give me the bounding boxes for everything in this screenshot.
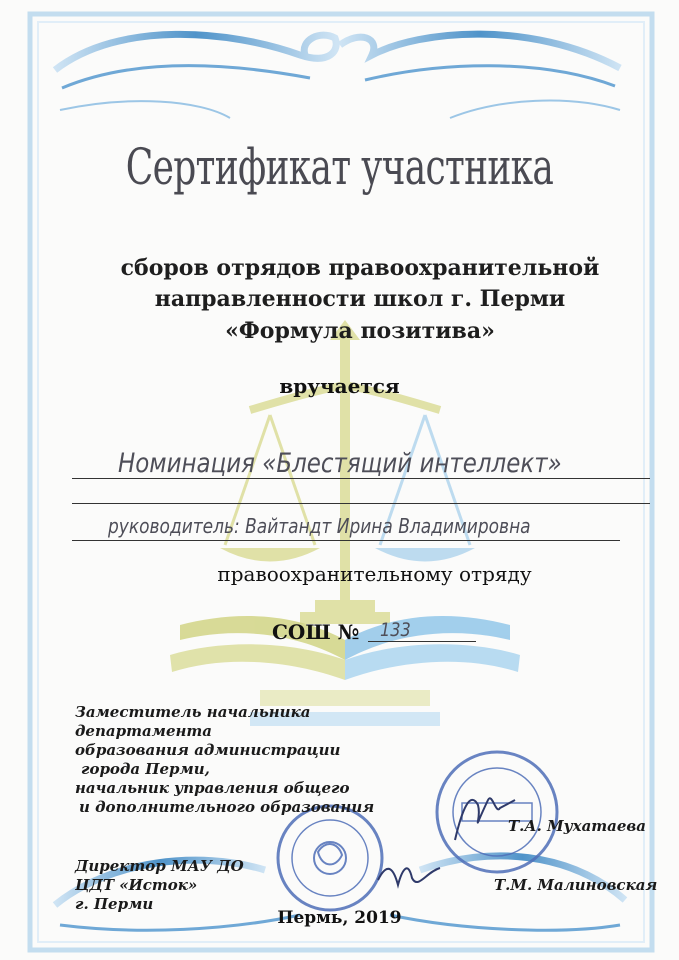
subtitle-line-2: направленности школ г. Перми [154, 286, 566, 312]
deputy-line-3: образования администрации [75, 741, 341, 759]
director-line-1: Директор МАУ ДО [75, 857, 244, 875]
top-ornament [55, 34, 620, 118]
blank-underline [72, 503, 650, 504]
school-number-underline [368, 641, 476, 642]
school-label: СОШ № [272, 620, 360, 644]
school-number-handwritten: 133 [380, 619, 411, 641]
deputy-line-1: Заместитель начальника [75, 703, 311, 721]
stamp-round-school [278, 806, 382, 910]
deputy-line-2: департамента [75, 722, 213, 740]
nomination-underline [72, 478, 650, 479]
subtitle-line-3: «Формула позитива» [225, 318, 495, 344]
director-line-3: г. Перми [75, 895, 154, 913]
team-label: правоохранительному отряду [217, 562, 532, 586]
director-name: Т.М. Малиновская [494, 876, 658, 894]
deputy-name: Т.А. Мухатаева [508, 817, 646, 835]
leader-handwritten: руководитель: Вайтандт Ирина Владимировна [108, 514, 531, 538]
signature-malinovskaya [378, 868, 440, 885]
subtitle-line-1: сборов отрядов правоохранительной [120, 255, 600, 281]
deputy-line-4: города Перми, [81, 760, 210, 778]
awarded-label: вручается [279, 374, 400, 398]
leader-underline [72, 540, 620, 541]
director-line-2: ЦДТ «Исток» [75, 876, 198, 894]
nomination-handwritten: Номинация «Блестящий интеллект» [118, 448, 562, 479]
deputy-line-5: начальник управления общего [75, 779, 350, 797]
certificate-title: Сертификат участника [125, 138, 554, 196]
director-position [75, 857, 244, 914]
city-year: Пермь, 2019 [277, 908, 402, 928]
deputy-line-6: и дополнительного образования [79, 798, 375, 816]
deputy-position [75, 703, 374, 817]
signature-mukhataeva [455, 798, 515, 840]
